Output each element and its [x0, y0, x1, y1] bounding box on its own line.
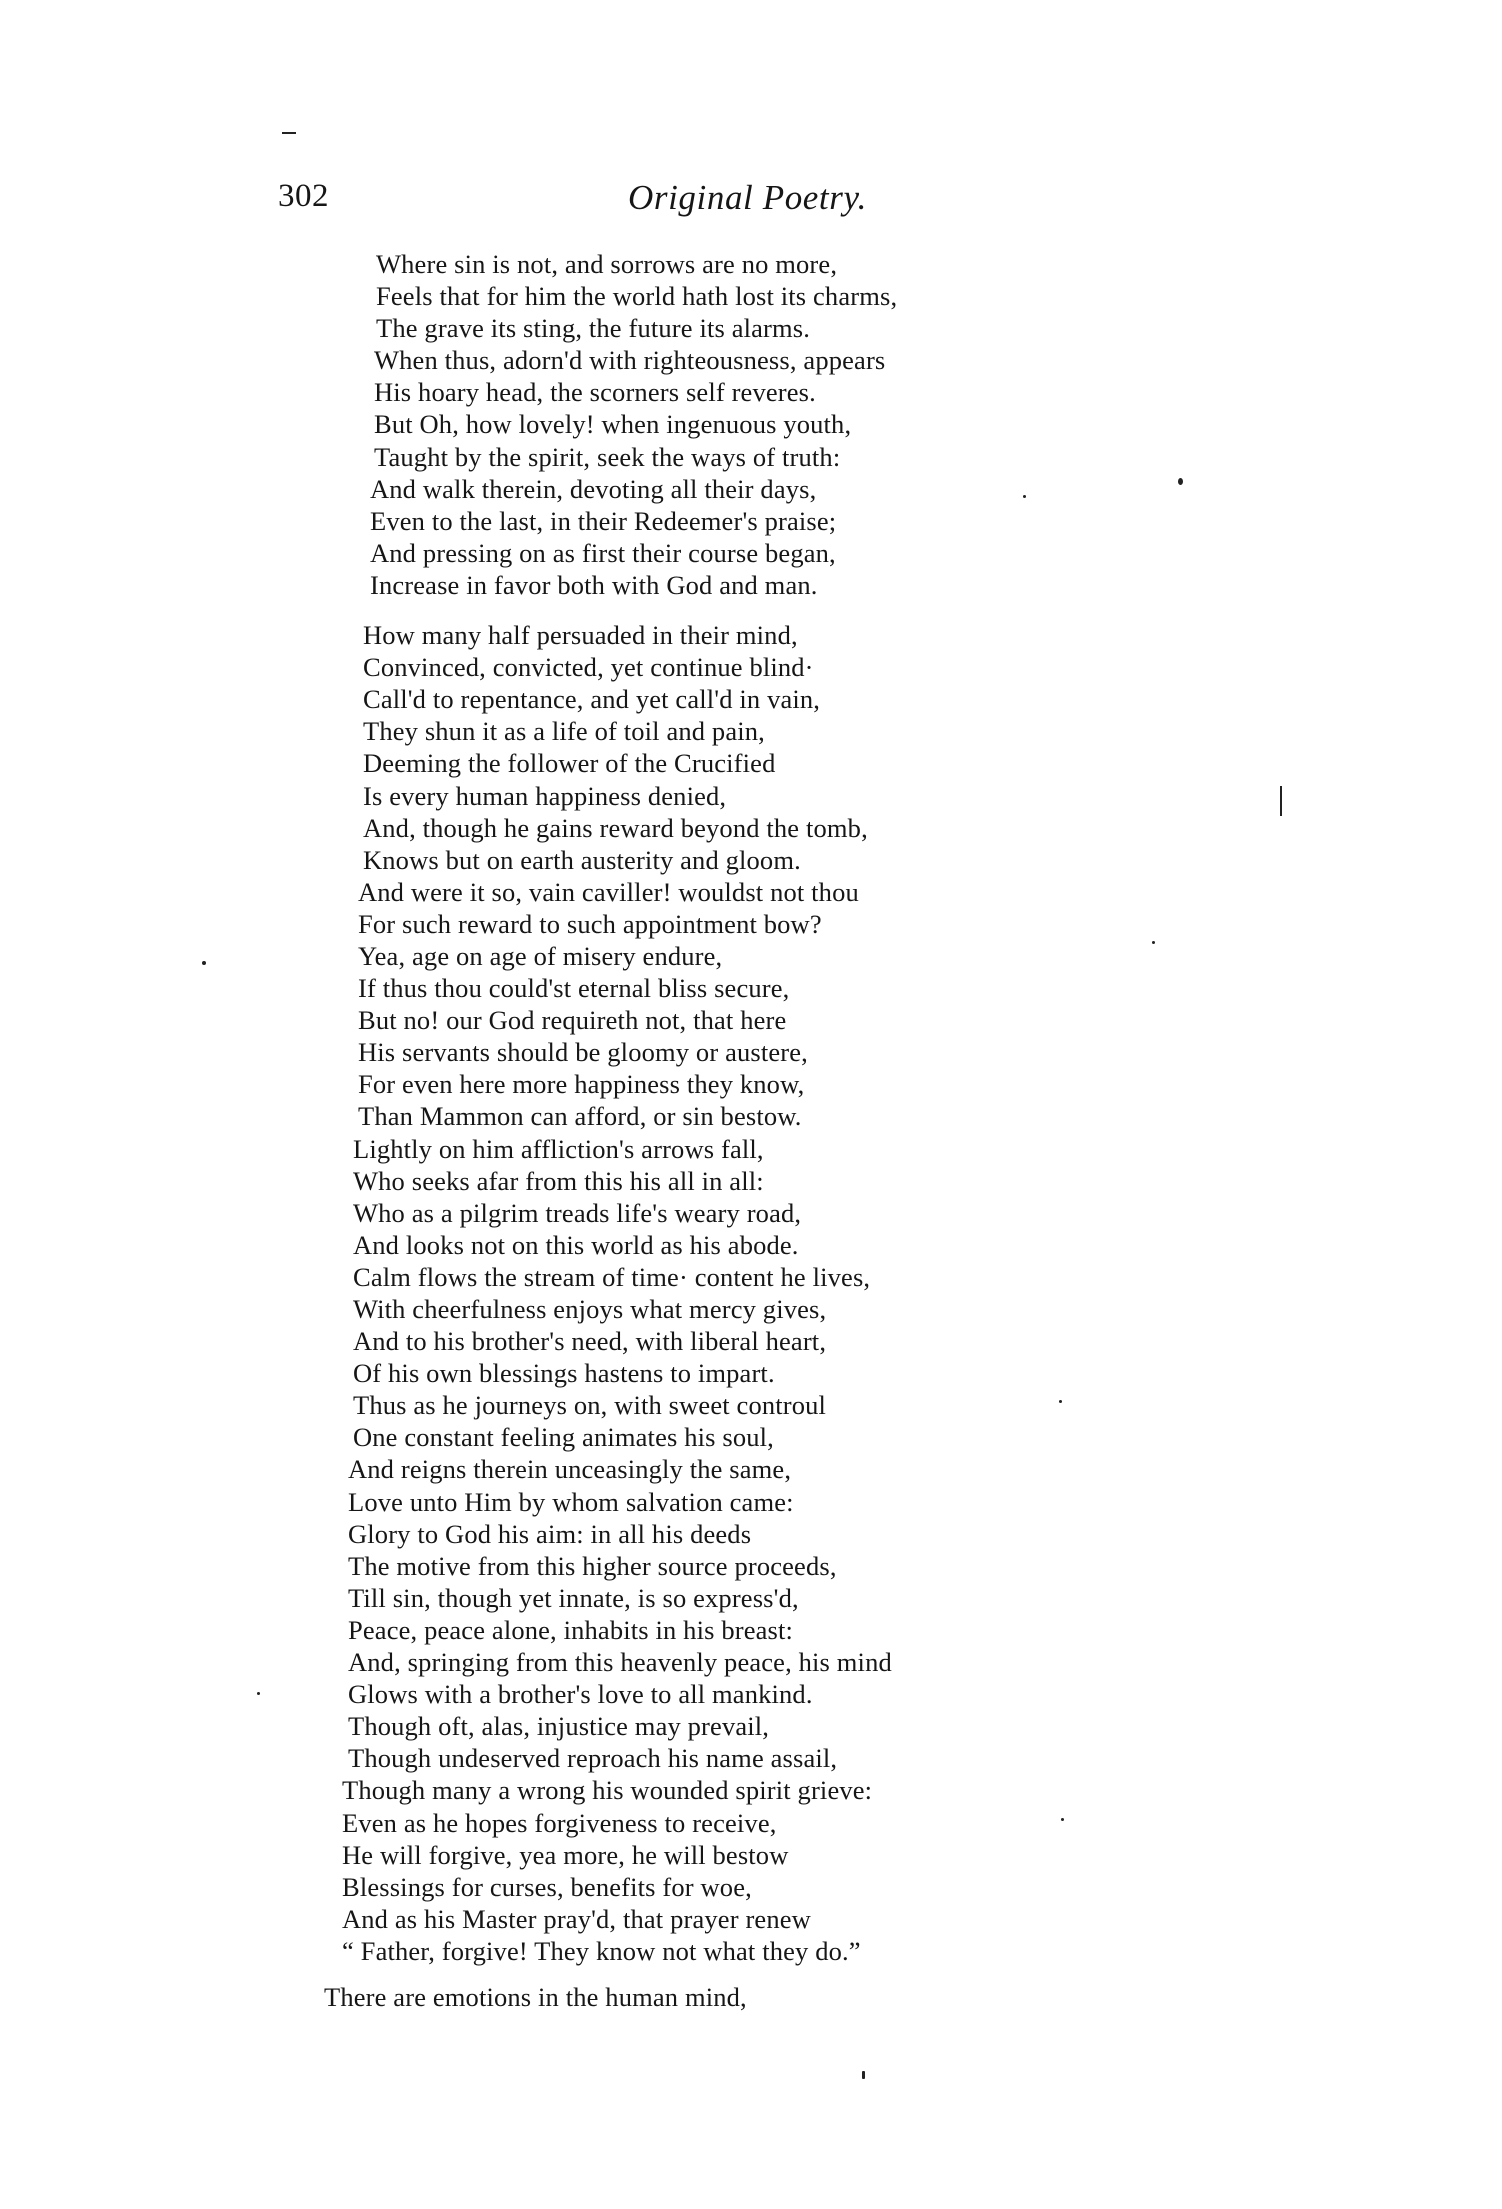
poem-line: Yea, age on age of misery endure,: [358, 940, 723, 971]
scan-speck: [1178, 478, 1183, 485]
poem-text: [320, 248, 1040, 2013]
scan-speck: [1059, 1400, 1062, 1403]
scan-speck: [1061, 1818, 1064, 1821]
poem-line: When thus, adorn'd with righteousness, appears: [374, 345, 886, 376]
poem-line: Where sin is not, and sorrows are no more,: [376, 249, 838, 279]
poem-line: Of his own blessings hastens to impart.: [353, 1358, 775, 1389]
poem-line: Convinced, convicted, yet continue blind·: [363, 652, 814, 683]
poem-line: There are emotions in the human mind,: [324, 1981, 747, 2012]
poem-line: If thus thou could'st eternal bliss secure,: [358, 973, 790, 1004]
poem-line: With cheerfulness enjoys what mercy gives,: [353, 1294, 827, 1324]
poem-line: Than Mammon can afford, or sin bestow.: [358, 1101, 802, 1132]
poem-line: And, though he gains reward beyond the tomb,: [363, 812, 868, 843]
poem-line: For even here more happiness they know,: [358, 1069, 805, 1100]
poem-line: But no! our God requireth not, that here: [358, 1005, 787, 1036]
poem-line: And reigns therein unceasingly the same,: [348, 1454, 792, 1485]
poem-line: Till sin, though yet innate, is so express'd,: [348, 1582, 799, 1613]
poem-line: And walk therein, devoting all their days,: [370, 473, 817, 504]
poem-line: He will forgive, yea more, he will bestow: [342, 1839, 789, 1870]
stanza: [320, 619, 1040, 1967]
poem-line: How many half persuaded in their mind,: [363, 620, 798, 651]
poem-line: And to his brother's need, with liberal heart,: [353, 1326, 827, 1357]
poem-line: Knows but on earth austerity and gloom.: [363, 844, 801, 875]
page-number: 302: [278, 178, 329, 214]
scan-speck: [257, 1692, 260, 1695]
scan-speck: [282, 132, 296, 134]
running-title: Original Poetry.: [628, 178, 868, 217]
poem-line: And as his Master pray'd, that prayer renew: [342, 1903, 811, 1934]
poem-line: For such reward to such appointment bow?: [358, 908, 822, 939]
poem-line: “ Father, forgive! They know not what they do.”: [342, 1935, 861, 1966]
poem-line: Even to the last, in their Redeemer's praise;: [370, 505, 837, 536]
poem-line: Call'd to repentance, and yet call'd in vain,: [363, 684, 821, 715]
poem-line: His servants should be gloomy or austere,: [358, 1037, 808, 1068]
poem-line: Taught by the spirit, seek the ways of truth:: [374, 441, 841, 472]
poem-line: Deeming the follower of the Crucified: [363, 748, 776, 779]
poem-line: Thus as he journeys on, with sweet controul: [353, 1390, 827, 1421]
poem-line: The motive from this higher source proceeds,: [348, 1550, 837, 1581]
poem-line: And pressing on as first their course began,: [370, 537, 836, 568]
poem-line: Blessings for curses, benefits for woe,: [342, 1871, 752, 1902]
poem-line: They shun it as a life of toil and pain,: [363, 716, 765, 747]
poem-line: His hoary head, the scorners self reveres.: [374, 377, 816, 408]
poem-line: The grave its sting, the future its alarms.: [376, 313, 811, 344]
poem-line: Who seeks afar from this his all in all:: [353, 1165, 764, 1196]
poem-line: Glows with a brother's love to all mankind.: [348, 1679, 813, 1710]
poem-line: Is every human happiness denied,: [363, 780, 727, 811]
poem-line: Glory to God his aim: in all his deeds: [348, 1518, 752, 1549]
scan-speck: [1152, 941, 1155, 944]
scan-speck: [202, 961, 206, 965]
poem-line: Though oft, alas, injustice may prevail,: [348, 1711, 770, 1742]
stanza: [320, 248, 1040, 601]
poem-line: Calm flows the stream of time· content he lives,: [353, 1261, 871, 1292]
poem-line: Increase in favor both with God and man.: [370, 569, 818, 600]
poem-line: Peace, peace alone, inhabits in his breast:: [348, 1614, 794, 1645]
scan-speck: [862, 2071, 865, 2079]
poem-line: But Oh, how lovely! when ingenuous youth,: [374, 409, 852, 440]
poem-line: And, springing from this heavenly peace, his mind: [348, 1647, 892, 1678]
scan-speck: [1280, 786, 1282, 816]
poem-line: And looks not on this world as his abode.: [353, 1229, 799, 1260]
poem-line: Lightly on him affliction's arrows fall,: [353, 1133, 764, 1164]
stanza: [320, 1981, 1040, 2013]
poem-line: Love unto Him by whom salvation came:: [348, 1486, 794, 1517]
poem-line: Even as he hopes forgiveness to receive,: [342, 1807, 777, 1838]
poem-line: Feels that for him the world hath lost its charms,: [376, 281, 898, 312]
poem-line: Who as a pilgrim treads life's weary road,: [353, 1197, 802, 1228]
poem-line: One constant feeling animates his soul,: [353, 1422, 774, 1453]
poem-line: Though many a wrong his wounded spirit grieve:: [342, 1775, 873, 1806]
poem-line: Though undeserved reproach his name assail,: [348, 1743, 838, 1774]
page-header: [278, 178, 918, 226]
scan-speck: [1023, 495, 1026, 498]
poem-line: And were it so, vain caviller! wouldst not thou: [358, 876, 859, 907]
